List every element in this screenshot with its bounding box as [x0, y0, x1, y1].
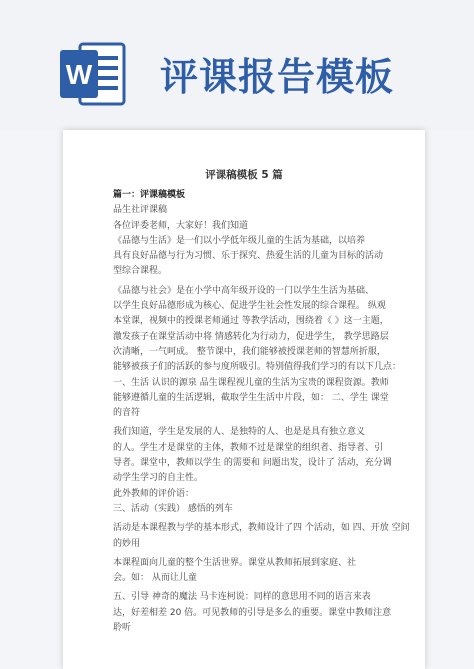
body-line: 会。如： 从而让儿童 [113, 573, 197, 584]
body-line: 以学生良好品德形成为核心、促进学生社会性发展的综合课程。 纵观 [113, 301, 386, 312]
word-logo-letter: W [65, 59, 93, 90]
body-line: 本堂课，视频中的授课老师通过 等教学活动，围绕着《 》这一主题， [113, 316, 389, 327]
body-line: 我们知道，学生是发展的人、是独特的人、也是是具有独立意义 [113, 427, 366, 438]
body-line: 各位评委老师，大家好！我们知道 [113, 220, 249, 231]
body-line: 导者。课堂中，教师以学生 的需要和 问题出发，设计了 活动，充分调 [113, 458, 392, 469]
section-heading: 篇一：评课稿模板 [113, 190, 186, 200]
banner [0, 0, 474, 130]
word-document-icon [60, 38, 130, 110]
body-line: 五、引导 神奇的魔法 马卡连柯说：同样的意思用不同的语言来表 [113, 592, 371, 603]
body-line: 的妙用 [113, 538, 141, 549]
body-line: 的人。学生才是课堂的主体，教师不过是课堂的组织者、指导者、引 [113, 442, 384, 453]
body-line: 能够被孩子们的活跃的参与度所吸引。特别值得我们学习的有以下几点： [113, 362, 402, 373]
body-line: 能够遵循儿童的生活逻辑，截取学生生活中片段，如： 二、学生 课堂 [113, 392, 389, 403]
body-line: 聆听 [113, 623, 132, 634]
document-body [113, 188, 410, 636]
body-line: 本课程面向儿童的整个生活世界。课堂从教师拓展到家庭、社 [113, 557, 357, 568]
document-title: 评课稿模板 5 篇 [205, 169, 283, 181]
body-line: 次清晰，一气呵成。 整节课中，我们能够被授课老师的智慧所折服， [113, 346, 386, 357]
body-line: 三、活动（实践） 感悟的列车 [113, 503, 233, 514]
body-line: 《品德与生活》是一们以小学低年级儿童的生活为基础，以培养 [113, 235, 366, 246]
body-line: 动学生学习的自主性。 [113, 473, 204, 484]
body-line: 具有良好品德与行为习惯、乐于探究、热爱生活的儿童为目标的活动 [113, 251, 384, 262]
body-line: 达，好差相差 20 倍。可见教师的引导是多么的重要。课堂中教师注意 [113, 607, 392, 618]
body-line: 型综合课程。 [113, 266, 168, 277]
body-line: 的音符 [113, 408, 141, 419]
banner-title: 评课报告模板 [160, 55, 395, 99]
body-line: 活动是本课程教与学的基本形式，教师设计了四 个活动，如 四、开放 空间 [113, 523, 410, 534]
body-line: 此外教师的评价语： [113, 488, 195, 499]
body-line: 《品德与社会》是在小学中高年级开设的一门以学生生活为基础、 [113, 285, 375, 296]
document-page [63, 130, 425, 669]
body-line: 品生社评课稿 [113, 205, 168, 216]
body-line: 一、生活 认识的源泉 品生课程视儿童的生活为宝贵的课程资源。教师 [113, 377, 389, 388]
body-line: 激发孩子在课堂活动中将 情感转化为行动力，促进学生， 教学思路层 [113, 331, 389, 342]
